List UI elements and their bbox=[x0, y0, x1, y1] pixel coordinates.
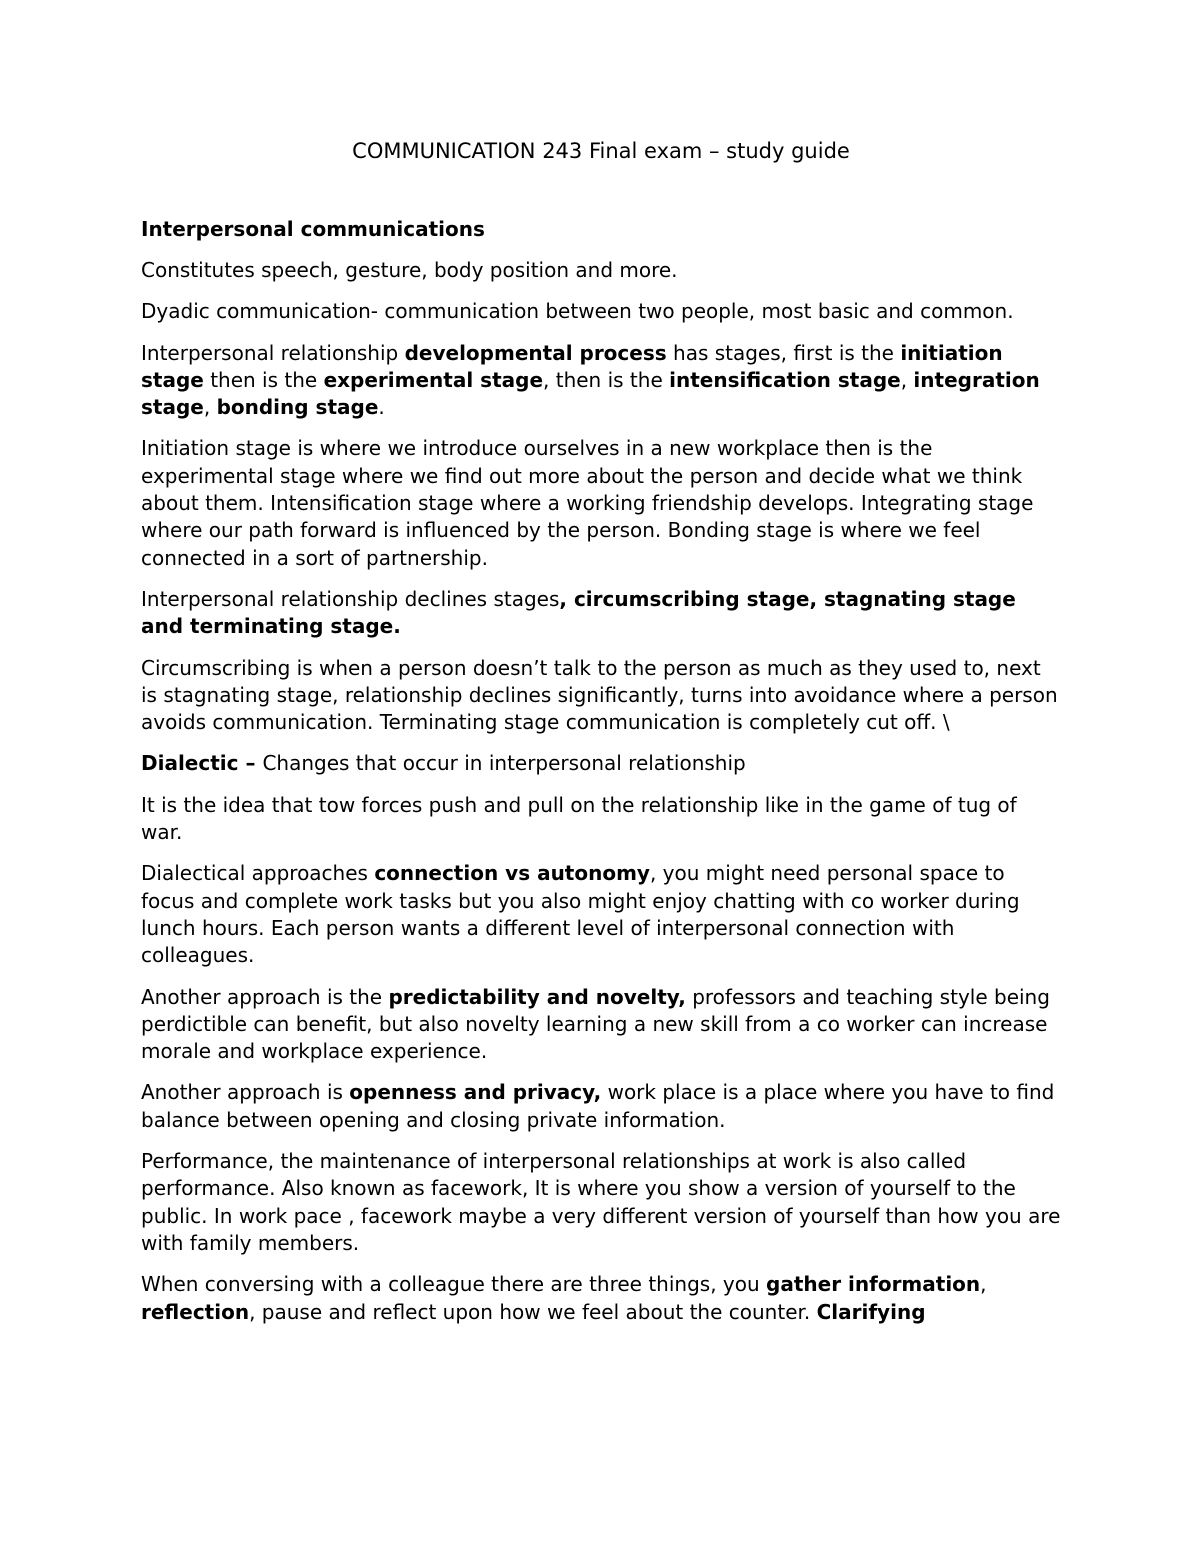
paragraph bbox=[141, 257, 1061, 284]
bold-text: Dialectic – bbox=[141, 751, 263, 776]
document-page bbox=[141, 136, 1061, 1340]
text-run: Interpersonal relationship declines stages bbox=[141, 586, 560, 611]
bold-text: reflection bbox=[141, 1299, 250, 1324]
text-run: Dialectical approaches bbox=[141, 861, 375, 886]
text-run: Another approach is the bbox=[141, 984, 389, 1009]
bold-text: gather information bbox=[766, 1272, 981, 1297]
paragraph bbox=[141, 298, 1061, 325]
text-run: Initiation stage is where we introduce ourselves in a new workplace then is the experimental stage where we find out more about the person and decide what we think about them. Intensification stage where a working friendship develops. Integrating stage where our path forward is influenced by the person. Bonding stage is where we feel connected in a sort of partnership. bbox=[141, 436, 1034, 570]
text-run: , bbox=[980, 1272, 987, 1297]
bold-text: intensification stage bbox=[669, 367, 901, 392]
bold-text: bonding stage bbox=[216, 395, 379, 420]
paragraph bbox=[141, 1271, 1061, 1326]
bold-text: Clarifying bbox=[816, 1299, 926, 1324]
text-run: Circumscribing is when a person doesn’t talk to the person as much as they used to, next is stagnating stage, relationship declines significantly, turns into avoidance where a person avoids communication. Terminating stage communication is completely cut off. \ bbox=[141, 655, 1058, 735]
paragraph bbox=[141, 792, 1061, 847]
text-run: , bbox=[203, 395, 217, 420]
text-run: Interpersonal relationship bbox=[141, 340, 405, 365]
paragraph bbox=[141, 984, 1061, 1066]
document-title: COMMUNICATION 243 Final exam – study guide bbox=[352, 139, 850, 163]
paragraph bbox=[141, 1148, 1061, 1257]
paragraph bbox=[141, 655, 1061, 737]
bold-text: openness and privacy, bbox=[349, 1080, 602, 1105]
paragraph bbox=[141, 750, 1061, 777]
text-run: has stages, first is the bbox=[666, 340, 901, 365]
bold-text: connection vs autonomy bbox=[374, 861, 650, 886]
text-run: , you might need personal space to focus and complete work tasks but you also might enjoy chatting with co worker during lunch hours. Each person wants a different level of interpersonal connection with colleagues. bbox=[141, 861, 1020, 968]
bold-text: predictability and novelty, bbox=[388, 984, 686, 1009]
text-run: Performance, the maintenance of interpersonal relationships at work is also called performance. Also known as facework, It is where you show a version of yourself to the public. In work pace , facework maybe a very different version of yourself than how you are with family members. bbox=[141, 1149, 1061, 1255]
text-run: When conversing with a colleague there are three things, you bbox=[141, 1272, 767, 1297]
text-run: Changes that occur in interpersonal relationship bbox=[262, 751, 746, 776]
bold-text: integration stage bbox=[141, 367, 1040, 420]
bold-text: , circumscribing stage, stagnating stage and terminating stage. bbox=[141, 586, 1016, 639]
bold-text: experimental stage bbox=[323, 367, 544, 392]
text-run: Constitutes speech, gesture, body position and more. bbox=[141, 258, 678, 282]
text-run: Another approach is bbox=[141, 1080, 350, 1105]
text-run: , pause and reflect upon how we feel about the counter. bbox=[249, 1299, 817, 1324]
text-run: professors and teaching style being perdictible can benefit, but also novelty learning a new skill from a co worker can increase morale and workplace experience. bbox=[141, 984, 1050, 1064]
text-run: It is the idea that tow forces push and pull on the relationship like in the game of tug of war. bbox=[141, 792, 1017, 845]
paragraph-list bbox=[141, 257, 1061, 1326]
paragraph bbox=[141, 860, 1061, 969]
text-run: work place is a place where you have to find balance between opening and closing private information. bbox=[141, 1080, 1055, 1132]
section-heading: Interpersonal communications bbox=[141, 217, 485, 241]
bold-text: initiation stage bbox=[141, 340, 1003, 392]
paragraph bbox=[141, 340, 1061, 422]
paragraph bbox=[141, 1079, 1061, 1134]
paragraph bbox=[141, 435, 1061, 571]
text-run: , bbox=[900, 367, 914, 392]
bold-text: developmental process bbox=[404, 340, 667, 365]
text-run: . bbox=[378, 395, 385, 420]
text-run: , then is the bbox=[543, 367, 670, 392]
paragraph bbox=[141, 586, 1061, 641]
text-run: then is the bbox=[203, 367, 324, 392]
text-run: Dyadic communication- communication between two people, most basic and common. bbox=[141, 299, 1014, 324]
